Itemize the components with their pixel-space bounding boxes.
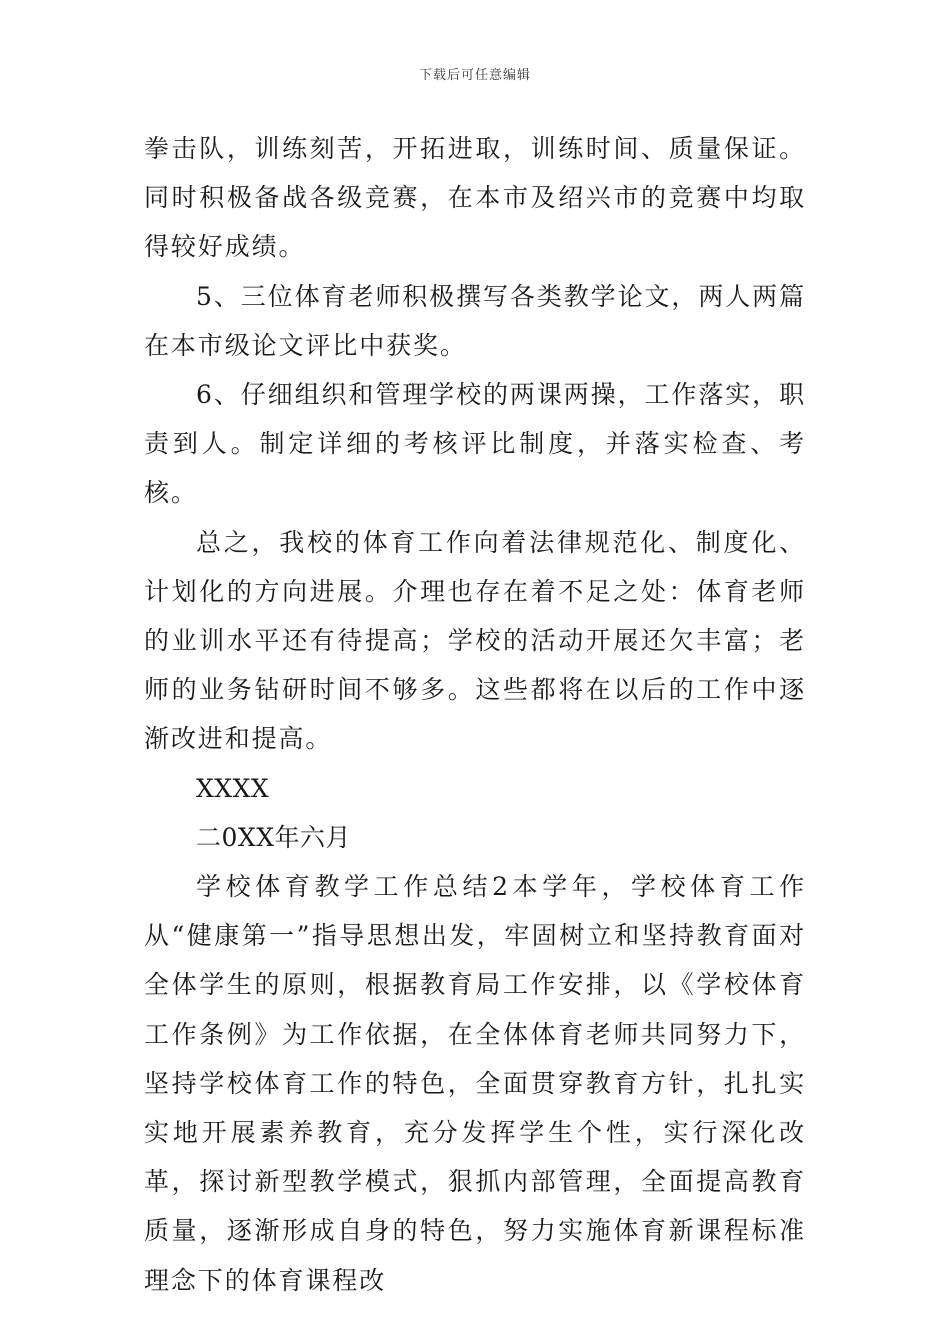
paragraph-item-6: 6、仔细组织和管理学校的两课两操，工作落实，职责到人。制定详细的考核评比制度，并落实检查、考核。: [144, 380, 806, 508]
paragraph-summary-2: 学校体育教学工作总结2本学年，学校体育工作从“健康第一”指导思想出发，牢固树立和坚持教育面对全体学生的原则，根据教育局工作安排，以《学校体育工作条例》为工作依据，在全体体育老师共同努力下，坚持学校体育工作的特色，全面贯穿教育方针，扎扎实实地开展素养教育，充分发挥学生个性，实行深化改革，探讨新型教学模式，狠抓内部管理，全面提高教育质量，逐渐形成自身的特色，努力实施体育新课程标准理念下的体育课程改: [144, 872, 806, 1295]
paragraph-item-5: 5、三位体育老师积极撰写各类教学论文，两人两篇在本市级论文评比中获奖。: [144, 281, 806, 360]
document-body: [144, 124, 806, 1305]
signature-name: XXXX: [196, 773, 270, 803]
signature-date: 二0XX年六月: [196, 822, 352, 852]
paragraph-summary: 总之，我校的体育工作向着法律规范化、制度化、计划化的方向进展。介理也存在着不足之处：体育老师的业训水平还有待提高；学校的活动开展还欠丰富；老师的业务钻研时间不够多。这些都将在以后的工作中逐渐改进和提高。: [144, 527, 806, 754]
paragraph-boxing-team: 拳击队，训练刻苦，开拓进取，训练时间、质量保证。同时积极备战各级竞赛，在本市及绍兴市的竞赛中均取得较好成绩。: [144, 134, 806, 262]
header-note: 下载后可任意编辑: [418, 68, 531, 83]
